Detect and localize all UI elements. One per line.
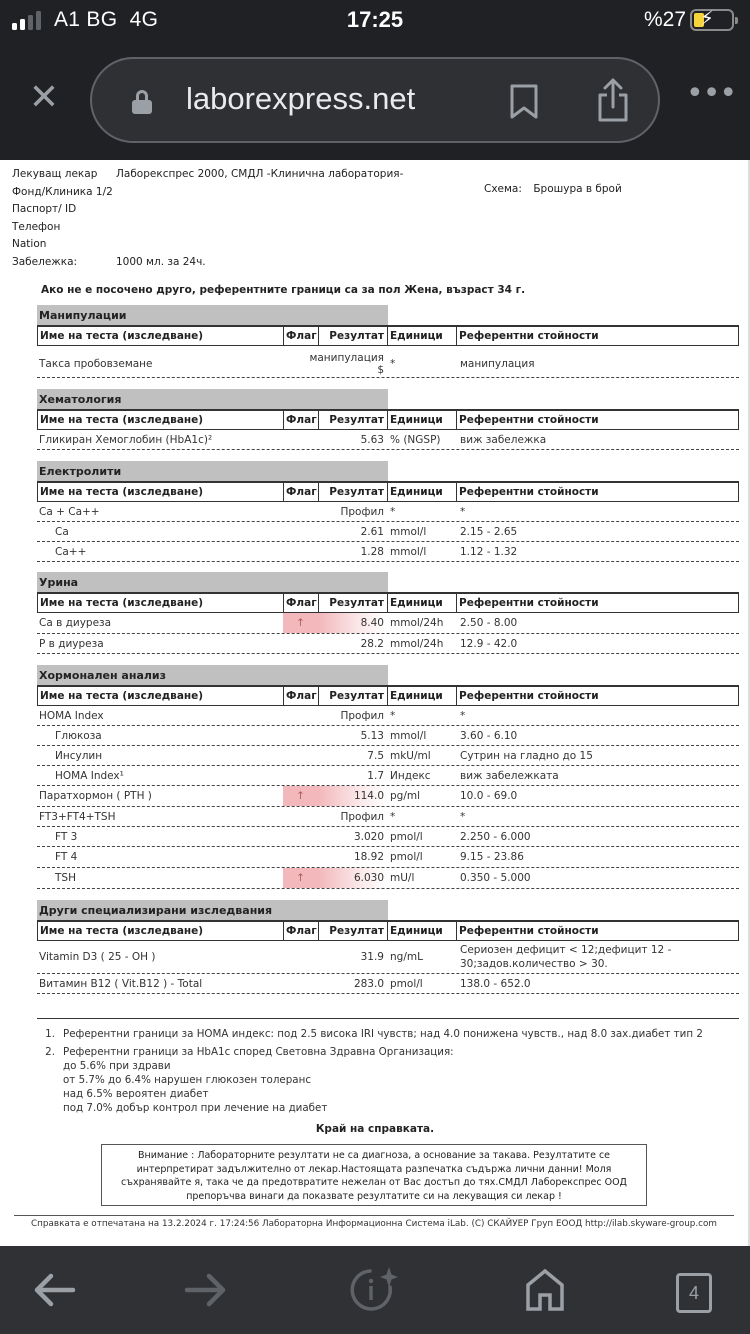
cell-reference: 9.15 - 23.86 (460, 851, 524, 863)
cell-units: ng/mL (390, 951, 423, 963)
section-title: Други специализирани изследвания (37, 900, 388, 920)
home-button[interactable] (520, 1266, 570, 1314)
cell-name: Ca (55, 525, 69, 538)
cell-name: TSH (55, 872, 76, 884)
table-row (37, 706, 739, 726)
column-header-name: Име на теста (изследване) (38, 594, 284, 612)
cell-reference: манипулация (460, 357, 535, 370)
table-row (37, 726, 739, 746)
section-title: Електролити (37, 461, 388, 481)
column-header-flag: Флаг (284, 594, 319, 612)
cell-flag (283, 522, 318, 541)
cell-reference: 138.0 - 652.0 (460, 977, 531, 990)
cell-flag (283, 974, 318, 993)
table-row (37, 613, 739, 634)
browser-toolbar (0, 44, 750, 160)
table-row (37, 634, 739, 654)
table-header (37, 592, 739, 613)
cell-flag (283, 706, 318, 725)
cell-result: 283.0 (353, 977, 384, 990)
footnote-line: Референтни граници за HOMA индекс: под 2.5 висока IRI чувств; над 4.0 понижена чувств., над 8.0 зах.диабет тип 2 (63, 1028, 703, 1040)
close-icon[interactable]: ✕ (28, 77, 60, 118)
cell-flag: ↑ (283, 786, 318, 806)
cell-name: Ca + Ca++ (39, 505, 100, 518)
cell-name: Ca++ (55, 545, 87, 558)
cell-name: Паратхормон ( PTH ) (39, 790, 152, 802)
column-header-units: Единици (388, 687, 457, 705)
column-header-reference: Референтни стойности (459, 414, 599, 426)
cell-reference: 2.50 - 8.00 (460, 617, 518, 629)
footnotes (37, 1018, 739, 1119)
info-label: Nation (12, 238, 47, 250)
cell-flag (283, 726, 318, 745)
results-section (37, 900, 739, 994)
table-row (37, 502, 739, 522)
url-text[interactable]: laborexpress.net (186, 81, 416, 116)
battery-percent: %27 (643, 8, 686, 31)
cell-reference: 10.0 - 69.0 (460, 790, 518, 802)
cell-flag (283, 827, 318, 846)
table-header (37, 409, 739, 430)
column-header-reference: Референтни стойности (459, 486, 599, 498)
cell-units: mmol/l (390, 729, 427, 742)
column-header-units: Единици (388, 594, 457, 612)
cell-result: Профил (340, 505, 384, 518)
cell-result: 5.13 (360, 729, 384, 742)
column-header-result: Резултат (319, 594, 388, 612)
footnote-number: 1. (45, 1028, 55, 1040)
info-value: Лаборекспрес 2000, СМДЛ -Клинична лаборатория- (116, 168, 404, 180)
cell-result: 8.40 (318, 613, 387, 633)
footnote (37, 1045, 739, 1115)
lab-report-page (0, 160, 750, 1246)
results-section (37, 572, 739, 654)
cell-result: 1.28 (360, 545, 384, 558)
cell-reference: 2.15 - 2.65 (460, 525, 518, 538)
column-header-result: Резултат (319, 411, 388, 429)
cell-reference: 12.9 - 42.0 (460, 637, 518, 650)
footnote (37, 1027, 739, 1041)
cell-result: 114.0 (318, 786, 387, 806)
footnote-line: до 5.6% при здрави (63, 1060, 171, 1072)
cell-units: mkU/ml (390, 749, 431, 762)
scheme-value: Брошура в брой (533, 183, 622, 195)
info-row (12, 184, 403, 202)
info-label: Телефон (12, 220, 61, 233)
cell-flag (283, 502, 318, 521)
status-bar (0, 0, 750, 44)
table-row (37, 807, 739, 827)
forward-button[interactable] (180, 1266, 230, 1314)
share-icon[interactable] (595, 77, 631, 123)
section-title: Урина (37, 572, 388, 592)
cell-units: * (390, 709, 396, 722)
cell-units: Индекс (390, 769, 431, 782)
info-row (12, 236, 403, 254)
table-row (37, 941, 739, 974)
footnote-line: под 7.0% добър контрол при лечение на диабет (63, 1102, 328, 1114)
print-info: Справката е отпечатана на 13.2.2024 г. 17:24:56 Лабораторна Информационна Система iLab. (C) СКАЙУЕР Груп ЕООД http://ilab.skyware-group.com (14, 1215, 734, 1229)
cell-reference: * (460, 709, 466, 722)
column-header-result: Резултат (319, 922, 388, 940)
cell-reference: Сутрин на гладно до 15 (460, 749, 593, 762)
cell-result: 7.5 (367, 749, 384, 762)
cell-name: HOMA Index (39, 709, 104, 722)
column-header-name: Име на теста (изследване) (38, 483, 284, 501)
column-header-flag: Флаг (284, 922, 319, 940)
cell-reference: виж забележката (460, 769, 559, 782)
cell-units: mmol/l (390, 525, 427, 538)
network-type: 4G (129, 8, 159, 31)
info-row (12, 219, 403, 237)
cell-flag (283, 430, 318, 449)
cell-result: 6.030 (318, 868, 387, 888)
results-section (37, 305, 739, 378)
table-row (37, 766, 739, 786)
home-icon (525, 1269, 565, 1311)
section-title: Хормонален анализ (37, 665, 388, 685)
cell-reference: 3.60 - 6.10 (460, 729, 518, 742)
column-header-flag: Флаг (284, 411, 319, 429)
cell-units: * (390, 505, 396, 518)
cell-units: mmol/l (390, 545, 427, 558)
cell-name: Витамин B12 ( Vit.B12 ) - Total (39, 977, 203, 990)
cell-name: P в диуреза (39, 637, 104, 650)
table-row (37, 542, 739, 562)
column-header-name: Име на теста (изследване) (38, 327, 284, 345)
info-label: Забележка: (12, 255, 78, 268)
cell-flag: ↑ (283, 868, 318, 888)
battery-icon (690, 6, 734, 31)
column-header-flag: Флаг (284, 483, 319, 501)
cell-name: Гликиран Хемоглобин (HbA1c)² (39, 433, 213, 446)
info-label: Лекуващ лекар (12, 168, 98, 180)
cell-reference: виж забележка (460, 433, 547, 446)
column-header-reference: Референтни стойности (459, 330, 599, 342)
cell-flag (283, 847, 318, 867)
cell-result: Профил (340, 709, 384, 722)
column-header-result: Резултат (319, 327, 388, 345)
cell-units: * (390, 810, 396, 823)
cell-result: 5.63 (360, 433, 384, 446)
column-header-flag: Флаг (284, 327, 319, 345)
cell-name: HOMA Index¹ (55, 769, 124, 782)
section-title: Хематология (37, 389, 388, 409)
table-row (37, 847, 739, 868)
section-title: Манипулации (37, 305, 388, 325)
carrier-label: A1 BG 4G (54, 8, 159, 31)
cell-result: 31.9 (360, 951, 384, 963)
table-row (37, 522, 739, 542)
back-button[interactable] (30, 1266, 80, 1314)
column-header-result: Резултат (319, 687, 388, 705)
scheme-info (484, 183, 622, 195)
table-header (37, 685, 739, 706)
info-row (12, 201, 403, 219)
cell-result: 2.61 (360, 525, 384, 538)
cell-units: * (390, 357, 396, 370)
forward-arrow-icon (183, 1272, 227, 1308)
page-insights-button[interactable] (350, 1266, 400, 1314)
scheme-label: Схема: (484, 183, 522, 195)
table-row (37, 746, 739, 766)
footnote-line: над 6.5% вероятен диабет (63, 1088, 209, 1100)
cell-units: pmol/l (390, 830, 423, 843)
cell-name: Такса пробовземане (39, 357, 153, 370)
address-bar[interactable] (90, 57, 660, 143)
table-row (37, 430, 739, 450)
cell-units: mmol/24h (390, 637, 444, 650)
table-header (37, 325, 739, 346)
column-header-name: Име на теста (изследване) (38, 922, 284, 940)
cell-units: pmol/l (390, 977, 423, 990)
end-of-report: Край на справката. (315, 1123, 435, 1135)
info-label: Паспорт/ ID (12, 203, 77, 215)
cell-name: FT3+FT4+TSH (39, 810, 116, 823)
cell-reference: 2.250 - 6.000 (460, 830, 531, 843)
patient-info (12, 166, 403, 271)
browser-bottom-bar (0, 1246, 750, 1334)
column-header-units: Единици (388, 922, 457, 940)
table-row (37, 786, 739, 807)
cell-reference: 0.350 - 5.000 (460, 872, 531, 884)
results-section (37, 461, 739, 562)
info-label: Фонд/Клиника 1/2 (12, 185, 113, 198)
cell-name: Глюкоза (55, 729, 102, 742)
cell-name: Vitamin D3 ( 25 - OH ) (39, 951, 156, 963)
cell-result: Профил (340, 810, 384, 823)
warning-box: Внимание : Лабораторните резултати не са диагноза, а основание за такава. Резултатите се интерпретират задължително от лекар.Настоящата разпечатка съдържа лични данни! Моля съхранявайте я, така че да предотвратите нежелан от Вас достъп до тях.СМДЛ Лаборекспрес ООД препоръчва винаги да показвате резултатите си на лекуващия си лекар ! (101, 1144, 647, 1206)
table-row (37, 350, 739, 378)
tabs-count-button[interactable]: 4 (676, 1273, 712, 1313)
cell-flag (283, 941, 318, 973)
back-arrow-icon (33, 1272, 77, 1308)
cell-name: FT 4 (55, 851, 78, 863)
lock-icon (132, 90, 152, 114)
column-header-reference: Референтни стойности (459, 690, 599, 702)
cell-units: pg/ml (390, 790, 421, 802)
cell-name: Ca в диуреза (39, 617, 112, 629)
results-section (37, 389, 739, 450)
cell-result: 18.92 (353, 851, 384, 863)
cell-flag (283, 766, 318, 785)
cell-result: 3.020 (353, 830, 384, 843)
cell-units: mmol/24h (390, 617, 444, 629)
column-header-result: Резултат (319, 483, 388, 501)
cell-result: 1.7 (367, 769, 384, 782)
table-row (37, 868, 739, 889)
cell-units: mU/l (390, 872, 415, 884)
info-value: 1000 мл. за 24ч. (116, 255, 206, 268)
cell-reference: * (460, 505, 466, 518)
reference-note: Ако не е посочено друго, референтните граници са за пол Жена, възраст 34 г. (41, 284, 526, 296)
footnote-number: 2. (45, 1046, 55, 1058)
cell-name: Инсулин (55, 749, 103, 762)
cell-reference: * (460, 810, 466, 823)
info-row (12, 254, 403, 272)
cell-reference: 1.12 - 1.32 (460, 545, 518, 558)
cell-flag: ↑ (283, 613, 318, 633)
bookmark-icon[interactable] (509, 83, 539, 121)
info-sparkle-icon (350, 1265, 400, 1315)
column-header-units: Единици (388, 411, 457, 429)
cell-reference: Сериозен дефицит < 12;дефицит 12 - 30;задов.количество > 30. (460, 944, 672, 970)
cell-units: % (NGSP) (390, 433, 441, 446)
info-row (12, 166, 403, 184)
column-header-flag: Флаг (284, 687, 319, 705)
table-header (37, 481, 739, 502)
column-header-name: Име на теста (изследване) (38, 687, 284, 705)
column-header-units: Единици (388, 327, 457, 345)
table-row (37, 827, 739, 847)
footnote-line: от 5.7% до 6.4% нарушен глюкозен толеранс (63, 1074, 312, 1086)
footnote-line: Референтни граници за HbA1c според Световна Здравна Организация: (63, 1046, 454, 1058)
more-icon[interactable]: ••• (686, 76, 737, 111)
cell-flag (283, 634, 318, 653)
cell-flag (283, 807, 318, 826)
column-header-reference: Референтни стойности (459, 925, 599, 937)
charging-bolt-icon: ⚡ (700, 6, 715, 30)
clock: 17:25 (346, 7, 404, 32)
cell-result: манипулация $ (309, 351, 384, 376)
cell-flag (283, 746, 318, 765)
cell-flag (283, 542, 318, 561)
table-row (37, 974, 739, 994)
column-header-reference: Референтни стойности (459, 597, 599, 609)
table-header (37, 920, 739, 941)
column-header-units: Единици (388, 483, 457, 501)
cell-name: FT 3 (55, 830, 78, 843)
cell-result: 28.2 (360, 637, 384, 650)
column-header-name: Име на теста (изследване) (38, 411, 284, 429)
cell-units: pmol/l (390, 851, 423, 863)
results-section (37, 665, 739, 889)
